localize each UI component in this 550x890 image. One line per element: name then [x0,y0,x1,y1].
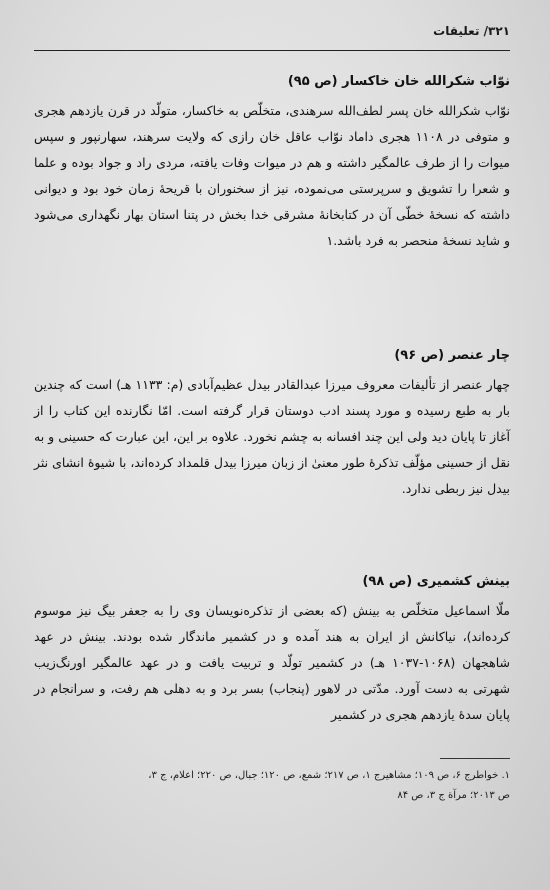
entry-char-onsor [34,344,510,502]
entry-body: ملّا اسماعیل متخلّص به بینش (که بعضی از تذکره‌نویسان وی را به جعفر بیگ نیز موسوم کرده‌اند)، نیاکانش از ایران به هند آمده و در کشمیر ماندگار شده بودند. بینش در عهد شاهجهان (۱۰۶۸-۱۰۳۷ هـ) در کشمیر تولّد و تربیت یافت و در عهد عالمگیر اورنگ‌زیب شهرتی به دست آورد. مدّتی در لاهور (پنجاب) بسر برد و به دهلی هم رفت، و سرانجام در پایان سدهٔ یازدهم هجری در کشمیر [34,603,510,722]
running-head: ۳۲۱/ تعلیقات [433,24,510,38]
footnote-line: ۱. خواطرج ۶، ص ۱۰۹؛ مشاهیرج ۱، ص ۲۱۷؛ شمع، ص ۱۲۰؛ جبال، ص ۲۲۰؛ اعلام، ج ۳، [148,770,510,781]
entry-title: نوّاب شکرالله خان خاکسار (ص ۹۵) [287,74,510,89]
entry-shokrollah-khan [34,70,510,254]
entry-binesh-kashmiri [34,570,510,728]
footnote [34,766,510,806]
main-text [34,70,511,722]
entry-body: چهار عنصر از تألیفات معروف میرزا عبدالقادر بیدل عظیم‌آبادی (م: ۱۱۳۳ هـ) است که چندین بار به طبع رسیده و مورد پسند ادب دوستان قرار گرفته است. امّا نگارنده این کتاب را از آغاز تا پایان دید ولی این چند افسانه به چشم نخورد. علاوه بر این، این عبارت که حسینی و به نقل از حسینی مؤلّف تذکرهٔ طور معنیٰ از زبان میرزا بیدل قلمداد کرده‌اند، با شیوهٔ انشای نثر بیدل نیز ربطی ندارد. [34,377,511,496]
entry-title: چار عنصر (ص ۹۶) [394,348,510,363]
footnote-rule [440,758,510,759]
header-rule [34,50,510,51]
entry-title: بینش کشمیری (ص ۹۸) [362,574,510,589]
footnote-line: ص ۲۰۱۳؛ مرآة ج ۳، ص ۸۴ [397,790,510,801]
entry-body: نوّاب شکرالله خان پسر لطف‌الله سرهندی، متخلّص به خاکسار، متولّد در قرن یازدهم هجری و متوفی در ۱۱۰۸ هجری داماد نوّاب عاقل خان رازی که ولایت سرهند، سهارنپور و سپس میوات را از طرف عالمگیر داشته و هم در میوات وفات یافته، مردی راد و جواد بوده و علما و شعرا را تشویق و سرپرستی می‌نموده، نیز از سخنوران با قریحهٔ زمان خود بود و دیوانی داشته که نسخهٔ خطّی آن در کتابخانهٔ مشرقی خدا بخش در پتنا استان بهار نگهداری می‌شود و شاید نسخهٔ منحصر به فرد باشد.۱ [34,103,510,248]
